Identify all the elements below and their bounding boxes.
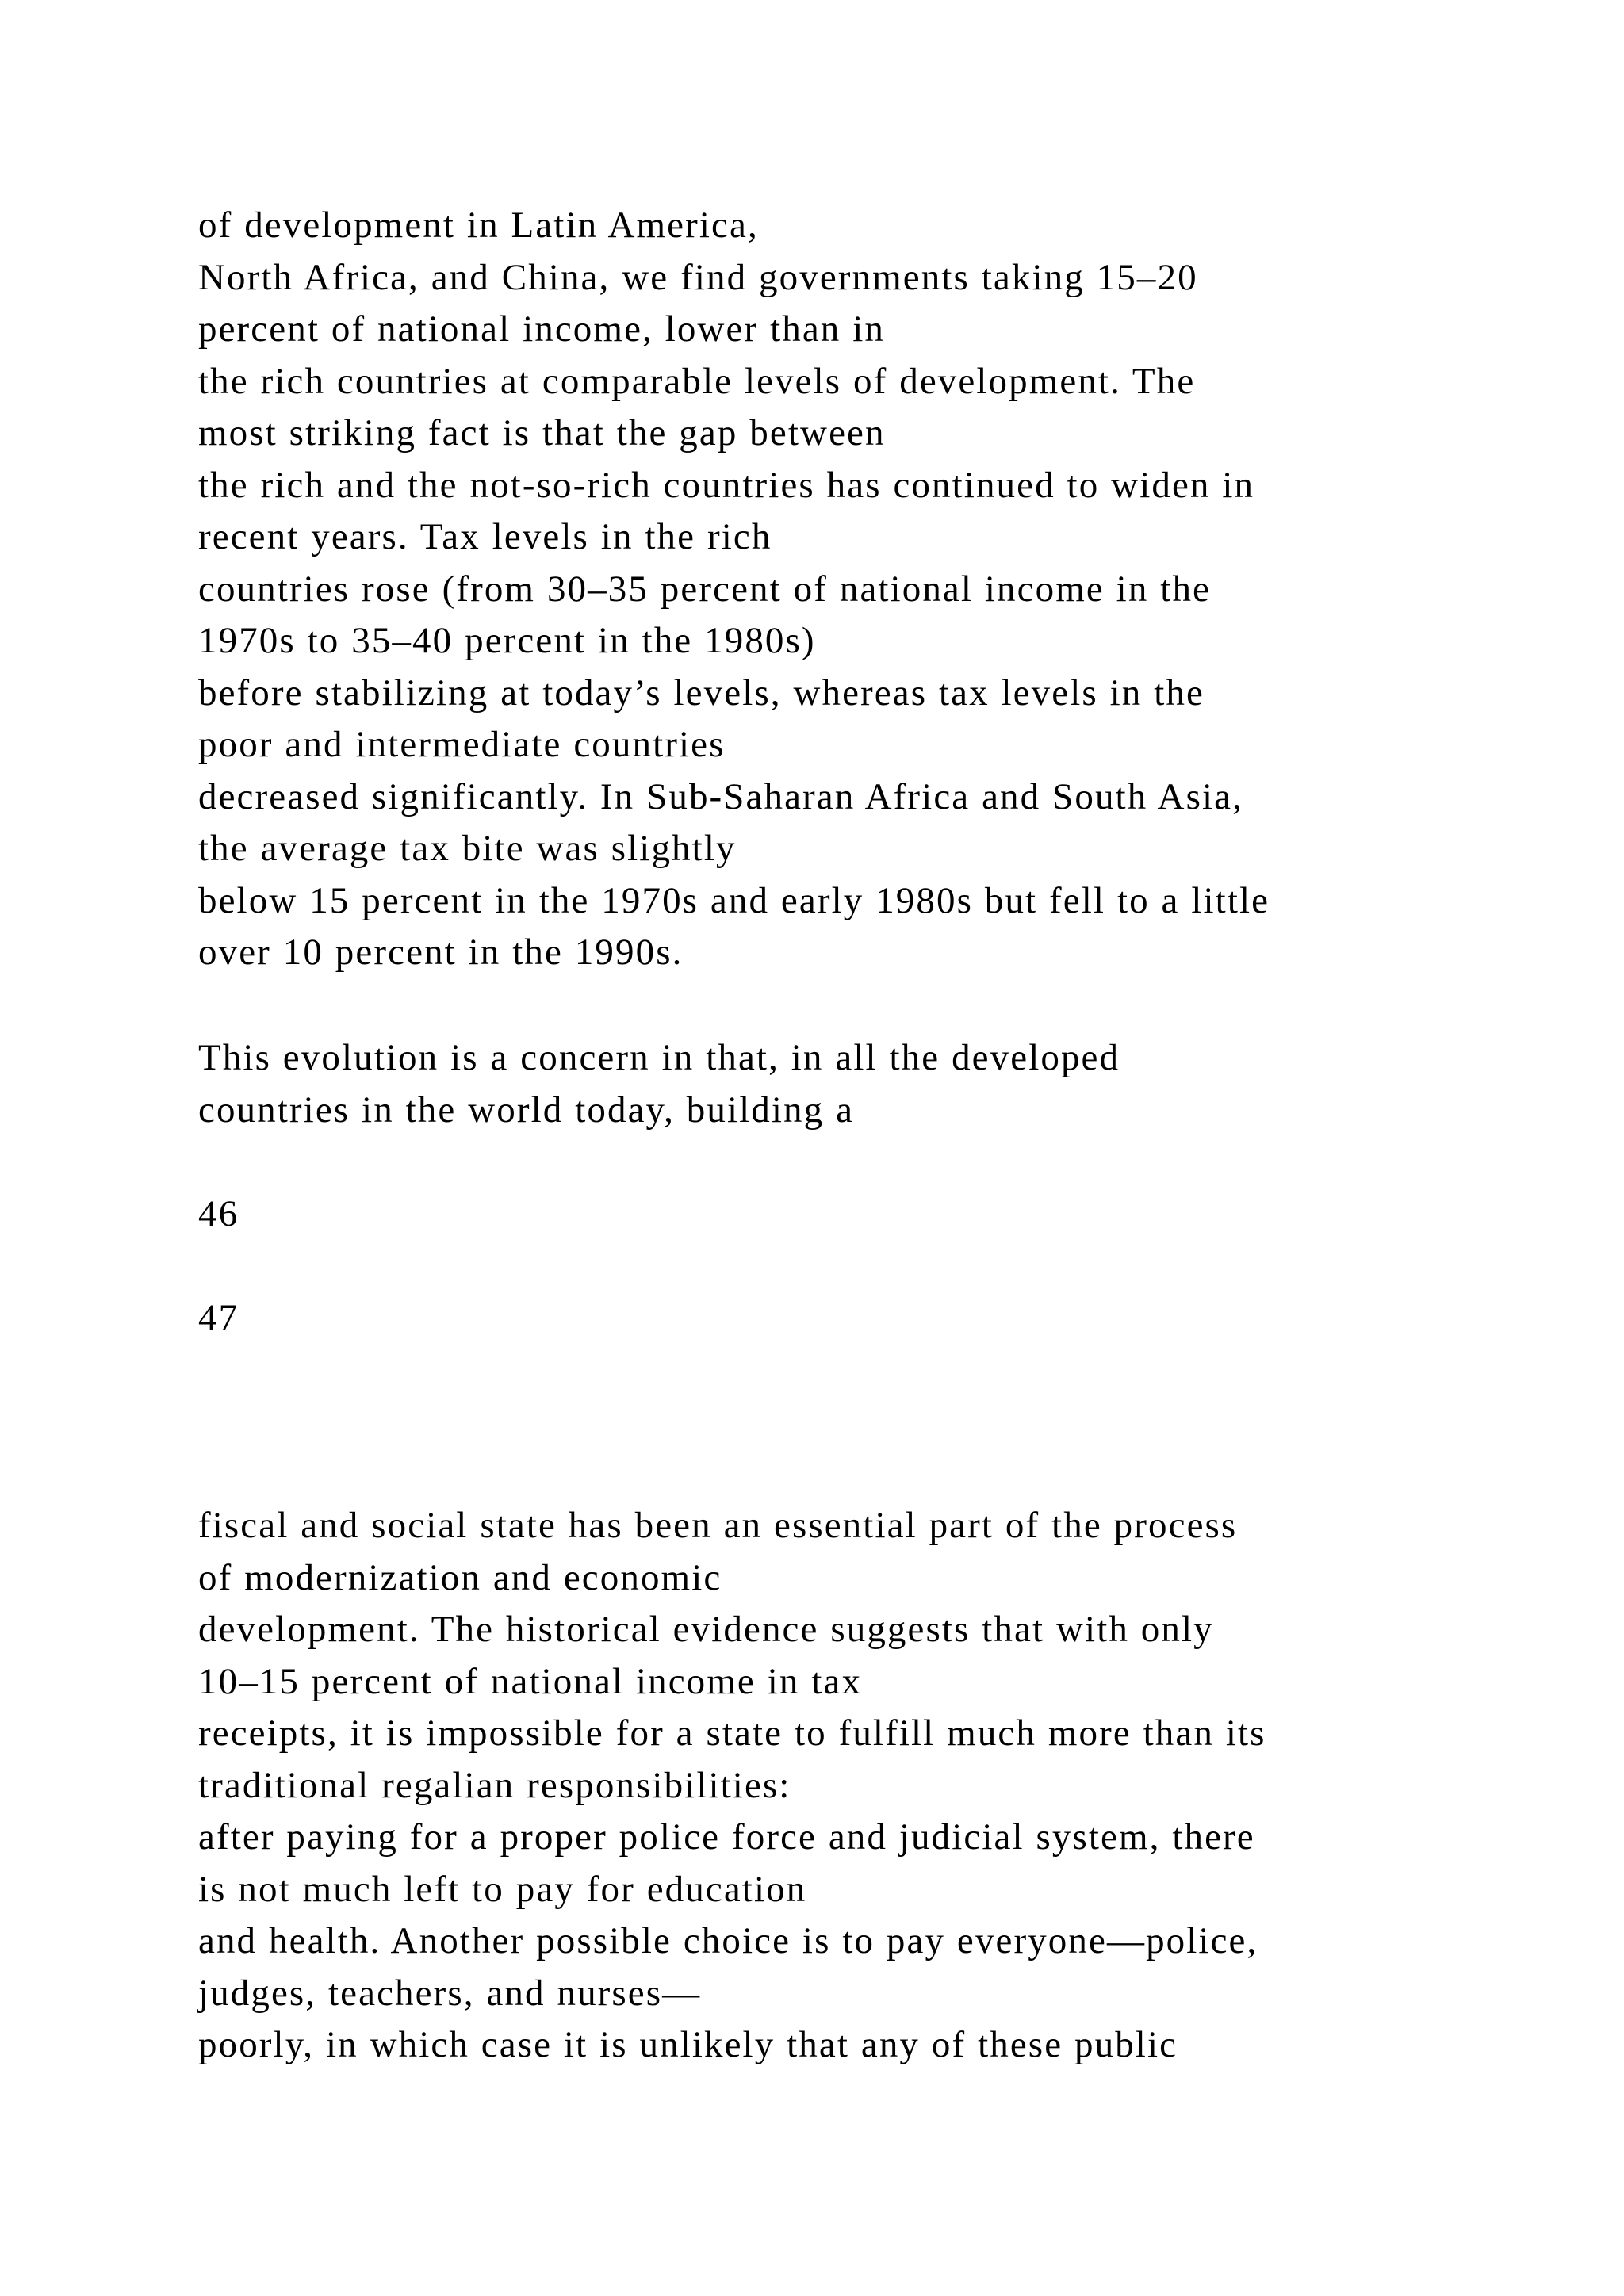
text-line: percent of national income, lower than in bbox=[198, 308, 886, 350]
text-line: This evolution is a concern in that, in all the developed bbox=[198, 1037, 1120, 1078]
text-line: the rich and the not-so-rich countries has continued to widen in bbox=[198, 464, 1255, 506]
text-line: below 15 percent in the 1970s and early 1980s but fell to a little bbox=[198, 879, 1270, 921]
text-line: of development in Latin America, bbox=[198, 205, 759, 246]
text-line: 10–15 percent of national income in tax bbox=[198, 1660, 863, 1702]
text-line: the rich countries at comparable levels of development. The bbox=[198, 360, 1196, 402]
text-line: countries in the world today, building a bbox=[198, 1089, 855, 1131]
text-line: decreased significantly. In Sub-Saharan Africa and South Asia, bbox=[198, 775, 1243, 817]
text-line: fiscal and social state has been an essential part of the process bbox=[198, 1505, 1238, 1546]
text-line: 1970s to 35–40 percent in the 1980s) bbox=[198, 620, 816, 661]
text-line: most striking fact is that the gap between bbox=[198, 412, 886, 453]
text-line: after paying for a proper police force and judicial system, there bbox=[198, 1816, 1255, 1858]
text-line: the average tax bite was slightly bbox=[198, 828, 737, 869]
page-number: 46 bbox=[198, 1193, 239, 1234]
text-line: and health. Another possible choice is to pay everyone—police, bbox=[198, 1920, 1258, 1961]
paragraph-evolution-concern bbox=[198, 1032, 1610, 1136]
text-line: receipts, it is impossible for a state to fulfill much more than its bbox=[198, 1712, 1266, 1754]
text-line: development. The historical evidence suggests that with only bbox=[198, 1609, 1214, 1650]
paragraph-tax-levels bbox=[198, 200, 1610, 979]
text-line: traditional regalian responsibilities: bbox=[198, 1764, 791, 1806]
text-line: before stabilizing at today’s levels, whereas tax levels in the bbox=[198, 672, 1205, 714]
text-line: over 10 percent in the 1990s. bbox=[198, 932, 684, 973]
page-number: 47 bbox=[198, 1297, 239, 1338]
text-line: is not much left to pay for education bbox=[198, 1868, 807, 1910]
text-line: countries rose (from 30–35 percent of national income in the bbox=[198, 568, 1211, 610]
text-line: poorly, in which case it is unlikely that any of these public bbox=[198, 2024, 1178, 2065]
text-line: of modernization and economic bbox=[198, 1556, 722, 1598]
paragraph-fiscal-state bbox=[198, 1500, 1610, 2072]
text-line: poor and intermediate countries bbox=[198, 724, 726, 765]
text-line: recent years. Tax levels in the rich bbox=[198, 516, 772, 557]
text-line: judges, teachers, and nurses— bbox=[198, 1972, 702, 2014]
text-line: North Africa, and China, we find governments taking 15–20 bbox=[198, 256, 1198, 298]
